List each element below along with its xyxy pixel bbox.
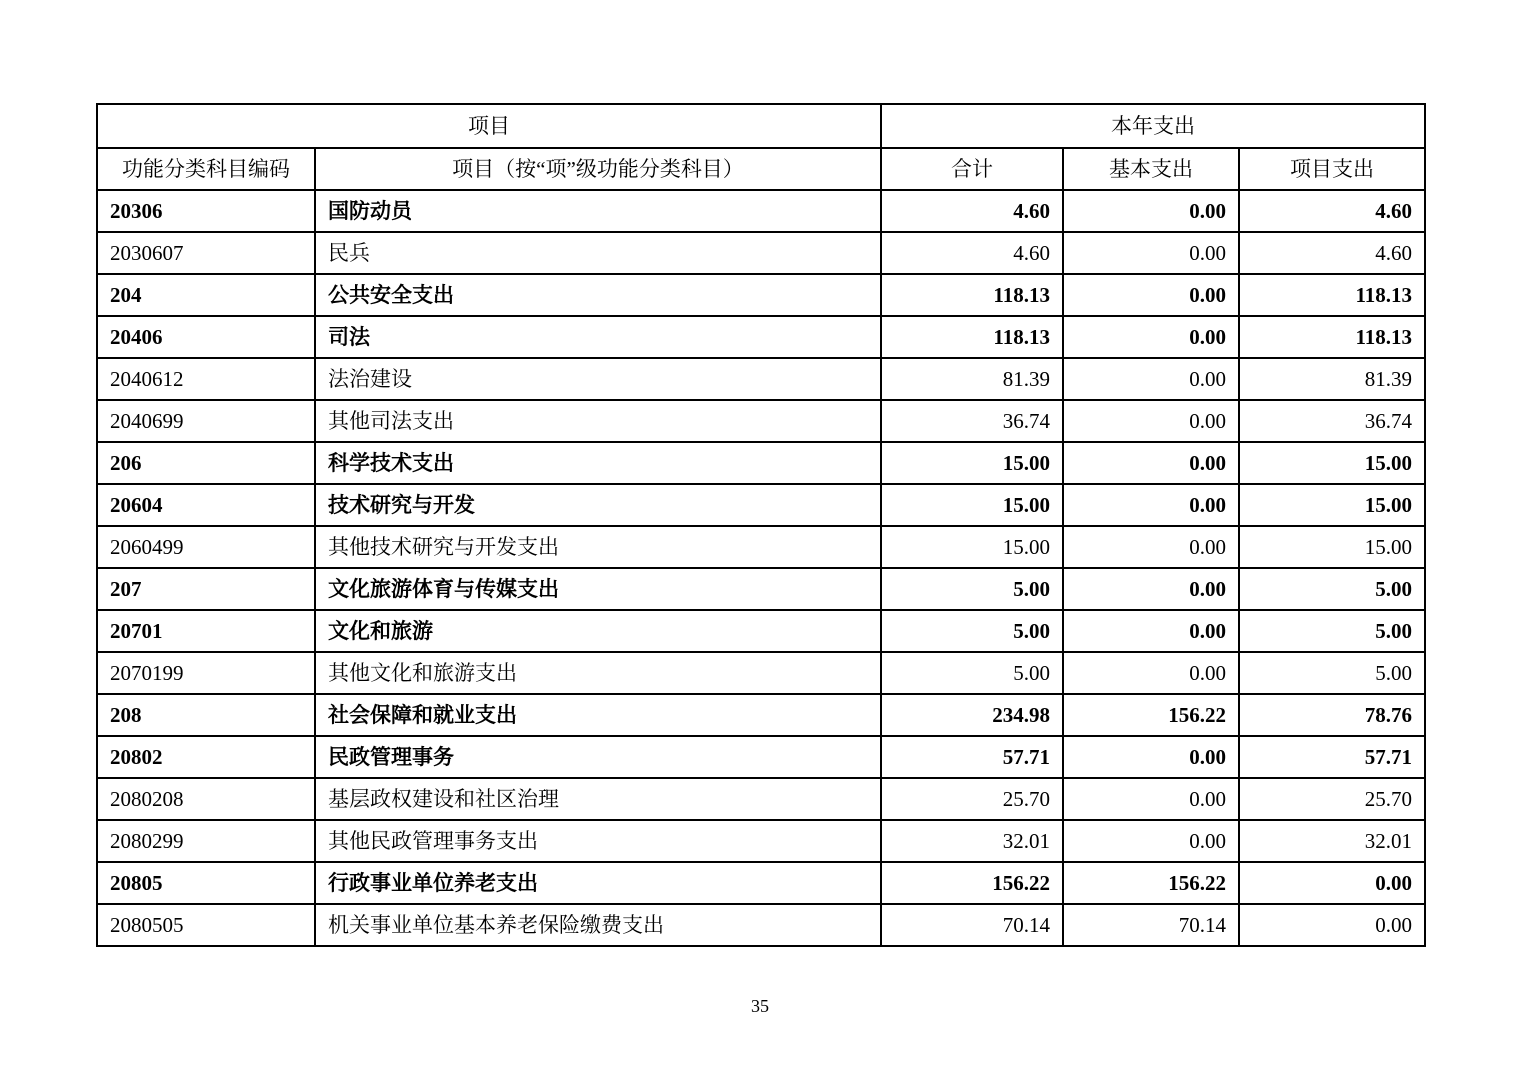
row-total-cell: 156.22 [881, 862, 1063, 904]
row-total-cell: 4.60 [881, 190, 1063, 232]
table-row [97, 316, 1425, 358]
row-code-cell: 2040699 [97, 400, 315, 442]
row-basic-cell: 0.00 [1063, 610, 1239, 652]
table-row [97, 232, 1425, 274]
row-total-cell: 5.00 [881, 610, 1063, 652]
row-name-cell: 机关事业单位基本养老保险缴费支出 [315, 904, 881, 946]
row-basic-cell: 0.00 [1063, 274, 1239, 316]
table-row [97, 190, 1425, 232]
table-row [97, 610, 1425, 652]
row-code-cell: 20805 [97, 862, 315, 904]
row-name-cell: 民政管理事务 [315, 736, 881, 778]
page-number: 35 [751, 996, 769, 1016]
row-code-cell: 2080299 [97, 820, 315, 862]
table-row [97, 442, 1425, 484]
row-total-cell: 25.70 [881, 778, 1063, 820]
table-row [97, 274, 1425, 316]
row-project-cell: 81.39 [1239, 358, 1425, 400]
row-project-cell: 0.00 [1239, 862, 1425, 904]
table-row [97, 358, 1425, 400]
row-total-cell: 57.71 [881, 736, 1063, 778]
row-code-cell: 204 [97, 274, 315, 316]
table-row [97, 904, 1425, 946]
row-code-cell: 20604 [97, 484, 315, 526]
row-project-cell: 4.60 [1239, 190, 1425, 232]
row-basic-cell: 0.00 [1063, 778, 1239, 820]
row-name-cell: 其他文化和旅游支出 [315, 652, 881, 694]
header-project-group: 项目 [97, 104, 881, 148]
row-name-cell: 技术研究与开发 [315, 484, 881, 526]
table-row [97, 484, 1425, 526]
row-project-cell: 15.00 [1239, 442, 1425, 484]
row-basic-cell: 0.00 [1063, 316, 1239, 358]
row-total-cell: 15.00 [881, 526, 1063, 568]
row-name-cell: 法治建设 [315, 358, 881, 400]
table-header-column-row [97, 148, 1425, 190]
header-current-year-expenditure-group: 本年支出 [881, 104, 1425, 148]
row-name-cell: 文化旅游体育与传媒支出 [315, 568, 881, 610]
row-total-cell: 118.13 [881, 316, 1063, 358]
row-total-cell: 5.00 [881, 568, 1063, 610]
row-total-cell: 36.74 [881, 400, 1063, 442]
row-code-cell: 20406 [97, 316, 315, 358]
header-total: 合计 [881, 148, 1063, 190]
table-row [97, 400, 1425, 442]
row-total-cell: 5.00 [881, 652, 1063, 694]
row-total-cell: 70.14 [881, 904, 1063, 946]
row-project-cell: 0.00 [1239, 904, 1425, 946]
row-project-cell: 118.13 [1239, 274, 1425, 316]
row-basic-cell: 0.00 [1063, 442, 1239, 484]
row-code-cell: 207 [97, 568, 315, 610]
table-row [97, 736, 1425, 778]
table-row [97, 820, 1425, 862]
row-code-cell: 2060499 [97, 526, 315, 568]
row-name-cell: 行政事业单位养老支出 [315, 862, 881, 904]
header-function-code: 功能分类科目编码 [97, 148, 315, 190]
row-basic-cell: 70.14 [1063, 904, 1239, 946]
row-total-cell: 81.39 [881, 358, 1063, 400]
row-project-cell: 118.13 [1239, 316, 1425, 358]
row-basic-cell: 0.00 [1063, 358, 1239, 400]
row-name-cell: 司法 [315, 316, 881, 358]
row-code-cell: 2080208 [97, 778, 315, 820]
row-name-cell: 其他民政管理事务支出 [315, 820, 881, 862]
table-row [97, 778, 1425, 820]
row-name-cell: 科学技术支出 [315, 442, 881, 484]
row-basic-cell: 0.00 [1063, 820, 1239, 862]
row-code-cell: 20306 [97, 190, 315, 232]
row-basic-cell: 156.22 [1063, 862, 1239, 904]
row-total-cell: 15.00 [881, 442, 1063, 484]
row-project-cell: 5.00 [1239, 610, 1425, 652]
row-name-cell: 其他技术研究与开发支出 [315, 526, 881, 568]
row-project-cell: 78.76 [1239, 694, 1425, 736]
row-code-cell: 2030607 [97, 232, 315, 274]
row-basic-cell: 0.00 [1063, 190, 1239, 232]
row-basic-cell: 0.00 [1063, 568, 1239, 610]
row-name-cell: 基层政权建设和社区治理 [315, 778, 881, 820]
budget-table [96, 103, 1426, 947]
row-total-cell: 118.13 [881, 274, 1063, 316]
table-row [97, 862, 1425, 904]
row-basic-cell: 0.00 [1063, 484, 1239, 526]
row-code-cell: 208 [97, 694, 315, 736]
row-name-cell: 民兵 [315, 232, 881, 274]
row-total-cell: 234.98 [881, 694, 1063, 736]
row-project-cell: 25.70 [1239, 778, 1425, 820]
row-project-cell: 4.60 [1239, 232, 1425, 274]
row-name-cell: 文化和旅游 [315, 610, 881, 652]
table-row [97, 694, 1425, 736]
header-basic-expenditure: 基本支出 [1063, 148, 1239, 190]
row-project-cell: 15.00 [1239, 526, 1425, 568]
table-row [97, 568, 1425, 610]
header-project-name: 项目（按“项”级功能分类科目） [315, 148, 881, 190]
row-basic-cell: 0.00 [1063, 232, 1239, 274]
row-code-cell: 2080505 [97, 904, 315, 946]
row-code-cell: 20701 [97, 610, 315, 652]
row-project-cell: 36.74 [1239, 400, 1425, 442]
row-code-cell: 20802 [97, 736, 315, 778]
row-project-cell: 5.00 [1239, 652, 1425, 694]
row-total-cell: 32.01 [881, 820, 1063, 862]
row-total-cell: 15.00 [881, 484, 1063, 526]
row-code-cell: 206 [97, 442, 315, 484]
table-row [97, 526, 1425, 568]
row-basic-cell: 0.00 [1063, 736, 1239, 778]
table-row [97, 652, 1425, 694]
row-project-cell: 57.71 [1239, 736, 1425, 778]
row-project-cell: 5.00 [1239, 568, 1425, 610]
table-header-group-row [97, 104, 1425, 148]
row-code-cell: 2070199 [97, 652, 315, 694]
row-name-cell: 公共安全支出 [315, 274, 881, 316]
row-basic-cell: 0.00 [1063, 652, 1239, 694]
row-basic-cell: 0.00 [1063, 400, 1239, 442]
row-project-cell: 32.01 [1239, 820, 1425, 862]
row-code-cell: 2040612 [97, 358, 315, 400]
header-project-expenditure: 项目支出 [1239, 148, 1425, 190]
row-name-cell: 社会保障和就业支出 [315, 694, 881, 736]
row-basic-cell: 0.00 [1063, 526, 1239, 568]
row-name-cell: 国防动员 [315, 190, 881, 232]
row-total-cell: 4.60 [881, 232, 1063, 274]
row-basic-cell: 156.22 [1063, 694, 1239, 736]
row-project-cell: 15.00 [1239, 484, 1425, 526]
row-name-cell: 其他司法支出 [315, 400, 881, 442]
